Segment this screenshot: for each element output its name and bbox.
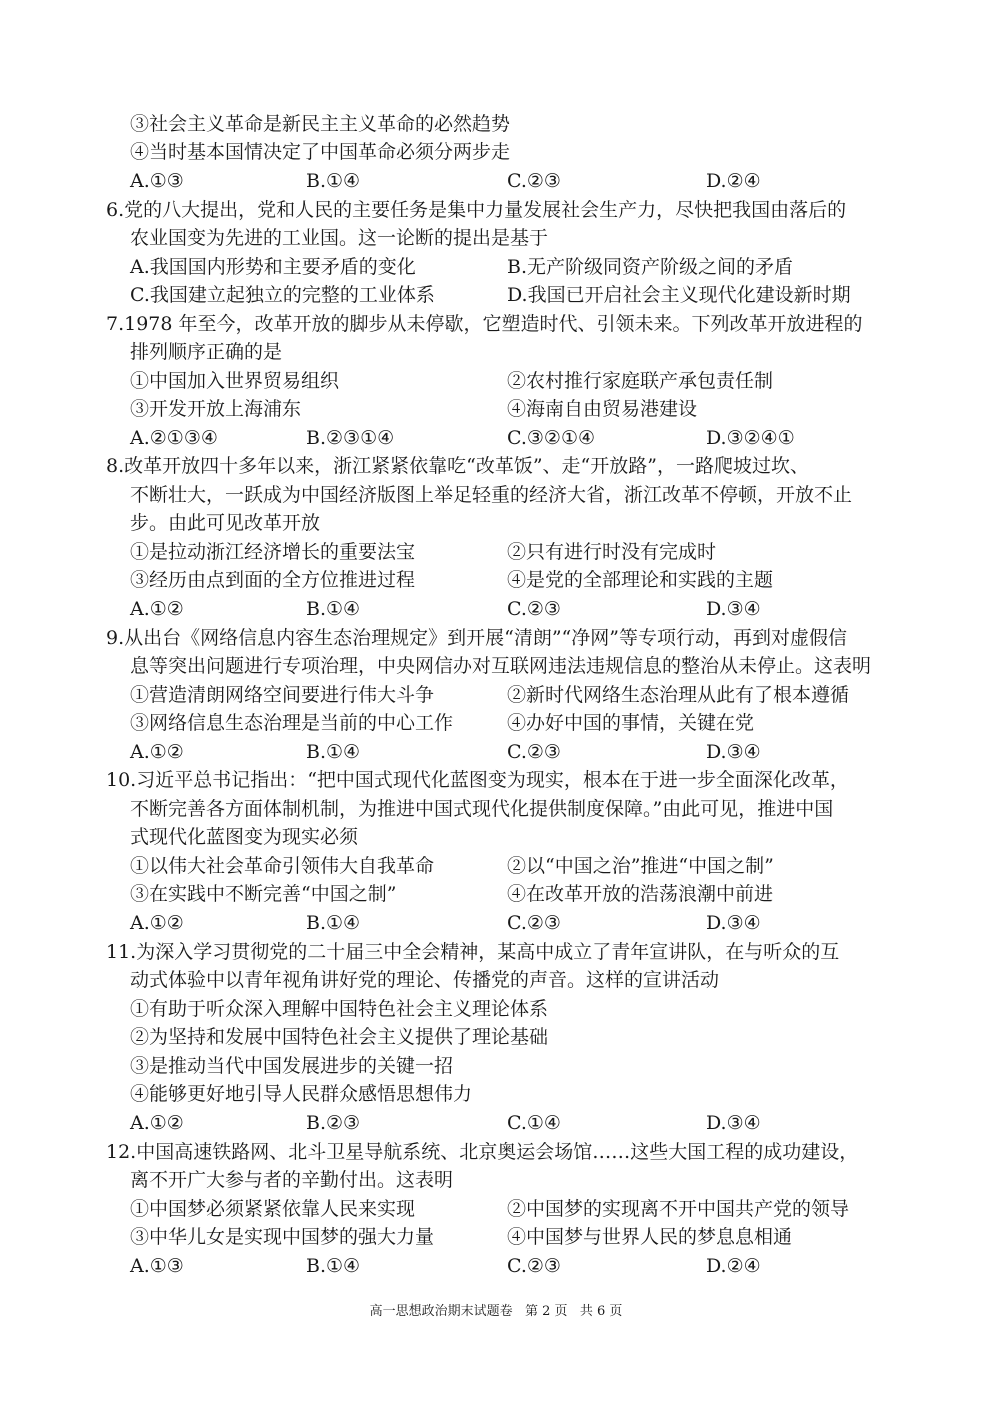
- q10-item-1: ①以伟大社会革命引领伟大自我革命: [130, 855, 435, 877]
- q7-option-d: D.③②④①: [706, 427, 795, 449]
- q10-item-2: ②以“中国之治”推进“中国之制”: [507, 855, 774, 877]
- q9-item-4: ④办好中国的事情，关键在党: [507, 712, 755, 734]
- q11-option-a: A.①②: [130, 1112, 184, 1134]
- q8-option-b: B.①④: [306, 598, 361, 620]
- q10-item-4: ④在改革开放的浩荡浪潮中前进: [507, 883, 774, 905]
- q10-option-c: C.②③: [507, 912, 561, 934]
- q11-option-d: D.③④: [706, 1112, 761, 1134]
- q12-item-4: ④中国梦与世界人民的梦息息相通: [507, 1226, 793, 1248]
- q8-stem-line-3: 步。由此可见改革开放: [130, 512, 321, 534]
- q5-option-c: C.②③: [507, 170, 561, 192]
- q8-item-2: ②只有进行时没有完成时: [507, 541, 717, 563]
- q7-item-4: ④海南自由贸易港建设: [507, 398, 698, 420]
- q11-item-2: ②为坚持和发展中国特色社会主义提供了理论基础: [130, 1026, 549, 1048]
- q6-stem-line-1: 6.党的八大提出，党和人民的主要任务是集中力量发展社会生产力，尽快把我国由落后的: [106, 199, 847, 221]
- q5-option-b: B.①④: [306, 170, 361, 192]
- q5-option-a: A.①③: [130, 170, 184, 192]
- q11-item-4: ④能够更好地引导人民群众感悟思想伟力: [130, 1083, 473, 1105]
- q12-option-c: C.②③: [507, 1255, 561, 1277]
- q12-item-2: ②中国梦的实现离不开中国共产党的领导: [507, 1198, 850, 1220]
- q8-option-c: C.②③: [507, 598, 561, 620]
- q12-option-b: B.①④: [306, 1255, 361, 1277]
- q7-item-2: ②农村推行家庭联产承包责任制: [507, 370, 774, 392]
- q9-option-a: A.①②: [130, 741, 184, 763]
- q9-item-3: ③网络信息生态治理是当前的中心工作: [130, 712, 454, 734]
- q12-item-1: ①中国梦必须紧紧依靠人民来实现: [130, 1198, 416, 1220]
- q6-option-a: A.我国国内形势和主要矛盾的变化: [130, 256, 416, 278]
- q7-item-3: ③开发开放上海浦东: [130, 398, 302, 420]
- q7-stem-line-2: 排列顺序正确的是: [130, 341, 283, 363]
- q8-item-4: ④是党的全部理论和实践的主题: [507, 569, 774, 591]
- q5-item-3: ③社会主义革命是新民主主义革命的必然趋势: [130, 113, 511, 135]
- q10-option-b: B.①④: [306, 912, 361, 934]
- q7-option-a: A.②①③④: [130, 427, 218, 449]
- q10-item-3: ③在实践中不断完善“中国之制”: [130, 883, 397, 905]
- q8-item-3: ③经历由点到面的全方位推进过程: [130, 569, 416, 591]
- q10-option-a: A.①②: [130, 912, 184, 934]
- q7-option-c: C.③②①④: [507, 427, 596, 449]
- q8-option-d: D.③④: [706, 598, 761, 620]
- page-footer: 高一思想政治期末试题卷 第 2 页 共 6 页: [369, 1304, 623, 1319]
- q5-item-4: ④当时基本国情决定了中国革命必须分两步走: [130, 141, 511, 163]
- q11-stem-line-2: 动式体验中以青年视角讲好党的理论、传播党的声音。这样的宣讲活动: [130, 969, 720, 991]
- q7-option-b: B.②③①④: [306, 427, 395, 449]
- q6-option-b: B.无产阶级同资产阶级之间的矛盾: [507, 256, 794, 278]
- q12-item-3: ③中华儿女是实现中国梦的强大力量: [130, 1226, 435, 1248]
- q9-item-2: ②新时代网络生态治理从此有了根本遵循: [507, 684, 850, 706]
- q10-stem-line-2: 不断完善各方面体制机制，为推进中国式现代化提供制度保障。”由此可见，推进中国: [130, 798, 834, 820]
- q11-item-3: ③是推动当代中国发展进步的关键一招: [130, 1055, 454, 1077]
- q9-stem-line-1: 9.从出台《网络信息内容生态治理规定》到开展“清朗”“净网”等专项行动，再到对虚假信: [106, 627, 847, 649]
- q11-stem-line-1: 11.为深入学习贯彻党的二十届三中全会精神，某高中成立了青年宣讲队，在与听众的互: [106, 941, 840, 963]
- q12-option-a: A.①③: [130, 1255, 184, 1277]
- q10-stem-line-3: 式现代化蓝图变为现实必须: [130, 826, 359, 848]
- q6-stem-line-2: 农业国变为先进的工业国。这一论断的提出是基于: [130, 227, 549, 249]
- q8-stem-line-2: 不断壮大，一跃成为中国经济版图上举足轻重的经济大省，浙江改革不停顿，开放不止: [130, 484, 853, 506]
- q10-stem-line-1: 10.习近平总书记指出：“把中国式现代化蓝图变为现实，根本在于进一步全面深化改革，: [106, 769, 849, 791]
- q12-option-d: D.②④: [706, 1255, 761, 1277]
- q11-item-1: ①有助于听众深入理解中国特色社会主义理论体系: [130, 998, 549, 1020]
- q9-item-1: ①营造清朗网络空间要进行伟大斗争: [130, 684, 435, 706]
- q8-option-a: A.①②: [130, 598, 184, 620]
- q6-option-d: D.我国已开启社会主义现代化建设新时期: [507, 284, 851, 306]
- q10-option-d: D.③④: [706, 912, 761, 934]
- q12-stem-line-1: 12.中国高速铁路网、北斗卫星导航系统、北京奥运会场馆……这些大国工程的成功建设，: [106, 1141, 859, 1163]
- q5-option-d: D.②④: [706, 170, 761, 192]
- q7-item-1: ①中国加入世界贸易组织: [130, 370, 340, 392]
- q9-option-d: D.③④: [706, 741, 761, 763]
- q9-option-b: B.①④: [306, 741, 361, 763]
- q8-stem-line-1: 8.改革开放四十多年以来，浙江紧紧依靠吃“改革饭”、走“开放路”，一路爬坡过坎、: [106, 455, 809, 477]
- q11-option-b: B.②③: [306, 1112, 361, 1134]
- q7-stem-line-1: 7.1978 年至今，改革开放的脚步从未停歇，它塑造时代、引领未来。下列改革开放进程的: [106, 313, 863, 335]
- q9-option-c: C.②③: [507, 741, 561, 763]
- q12-stem-line-2: 离不开广大参与者的辛勤付出。这表明: [130, 1169, 454, 1191]
- q6-option-c: C.我国建立起独立的完整的工业体系: [130, 284, 435, 306]
- q11-option-c: C.①④: [507, 1112, 561, 1134]
- q9-stem-line-2: 息等突出问题进行专项治理，中央网信办对互联网违法违规信息的整治从未停止。这表明: [130, 655, 872, 677]
- q8-item-1: ①是拉动浙江经济增长的重要法宝: [130, 541, 416, 563]
